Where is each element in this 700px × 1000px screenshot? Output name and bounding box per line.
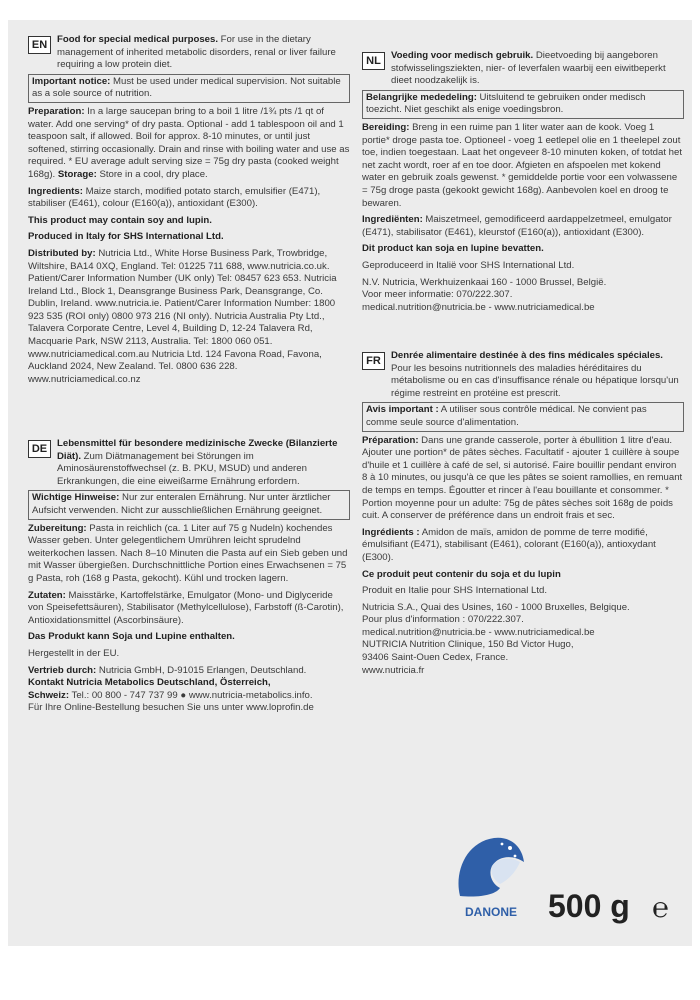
fr-language-badge: FR — [362, 352, 385, 370]
fr-allergen: Ce produit peut contenir du soja et du lupin — [362, 568, 561, 580]
fr-address-line: 93406 Saint-Ouen Cedex, France. — [362, 652, 509, 664]
fr-ingr-text: Amidon de maïs, amidon de pomme de terre modifié, émulsifiant (E471), stabilisant (E461), colorant (E160(a)), antioxydant (E300). — [362, 526, 656, 563]
en-ingredients — [28, 186, 350, 211]
de-language-badge: DE — [28, 440, 51, 458]
fr-preparation — [362, 435, 684, 523]
nl-produced: Geproduceerd in Italië voor SHS International Ltd. — [362, 259, 575, 271]
fr-important-label: Avis important : — [366, 404, 439, 416]
de-schweiz-line — [28, 690, 350, 703]
en-important-text: Must be used under medical supervision. Not suitable as a sole source of nutrition. — [32, 75, 341, 100]
de-ingredients — [28, 590, 350, 628]
fr-address-line: NUTRICIA Nutrition Clinique, 150 Bd Victor Hugo, — [362, 639, 574, 651]
estimated-sign-icon: ℮ — [652, 892, 669, 923]
de-schweiz-text: Tel.: 00 800 - 747 737 99 ● www.nutricia-metabolics.info. — [69, 689, 313, 701]
en-dist-text: Nutricia Ltd., White Horse Business Park, Trowbridge, Wiltshire, BA14 0XQ, England. Tel: 01225 711 688, www.nutricia.co.uk. Patient/Carer Information Number (UK only) Tel: 08457 623 653. Nutricia Ireland Ltd., Block 1, Deansgrange Business Park, Deansgrange, Co. Dublin, Ireland. www.nutricia.ie. Patient/Carer Information Number: 1800 923 535 (ROI only) 0800 973 216 (NI only). Nutricia Australia Pty Ltd., Talavera Corporate Centre, Level 4, Building D, 12-24 Talavera Rd, Macquarie Park, NSW 2113, Australia. Tel: 1800 060 051. www.nutriciamedical.com.au Nutricia Ltd. 124 Favona Road, Favona, Auckland 2024, New Zealand. Tel. 0800 636 228. www.nutriciamedical.co.nz — [28, 247, 337, 385]
de-important-label: Wichtige Hinweise: — [32, 492, 120, 504]
danone-logo-icon — [452, 832, 530, 922]
nl-header — [362, 50, 684, 88]
fr-important-box — [362, 402, 684, 431]
de-prep-text: Pasta in reichlich (ca. 1 Liter auf 75 g Nudeln) kochendes Wasser geben. Unter gelegentlichem Umrühren leicht sprudelnd weiterkochen lassen. Nach 8–10 Minuten die Pasta auf ein Sieb geben und mit Wasser übergießen. Durchschnittliche Portion eines Erwachsenen = 75 g Pasta, roh (168 g Pasta, gekocht). Kühl und trocken lagern. — [28, 522, 348, 584]
de-ingr-text: Maisstärke, Kartoffelstärke, Emulgator (Mono- und Diglyceride von Speisefettsäuren), Stabilisator (Methylcellulose), Farbstoff (ß-Carotin), Antioxidationsmittel (Ascorbinsäure). — [28, 589, 344, 626]
fr-ingr-label: Ingrédients : — [362, 526, 420, 538]
danone-logo-text: DANONE — [464, 905, 518, 919]
nl-section — [362, 50, 684, 318]
de-section — [28, 438, 350, 719]
en-storage-label: Storage: — [55, 168, 97, 180]
nl-ingredients — [362, 214, 684, 239]
fr-prep-text: Dans une grande casserole, porter à ébullition 1 litre d'eau. Ajouter une portion* de pâtes sèches. Facultatif - ajouter 1 cuillère à soupe d'huile et 1 cuillère à café de sel, si autorisé. Faire bouillir pendant environ 8 à 10 minutes, ou jusqu'à ce que les pâtes se soient ramollies, en remuant de temps en temps. Égoutter et rincer à l'eau bouillante et consommer. * Portion moyenne pour un adulte: 75g de pâtes sèches soit 168g de poids cuit. A conserver de préférence dans un endroit frais et sec. — [362, 434, 683, 522]
en-prep-text: In a large saucepan bring to a boil 1 litre /1¾ pts /1 qt of water. Add one serving* of dry pasta. Optional - add 1 tablespoon oil and 1 teaspoon salt, if allowed. Boil for approx. 8-10 minutes, or until just softened, stirring occasionally. Drain and rinse with boiling water and use as required. * EU average adult serving size = 75g dry pasta (cooked weight 168g). — [28, 105, 350, 180]
de-dist-label: Vertrieb durch: — [28, 664, 97, 676]
de-header — [28, 438, 350, 488]
en-ingr-text: Maize starch, modified potato starch, emulsifier (E471), stabiliser (E461), colour (E160(a)), antioxidant (E300). — [28, 185, 321, 210]
nl-important-label: Belangrijke mededeling: — [366, 91, 477, 103]
de-title: Lebensmittel für besondere medizinische Zwecke (Bilanzierte Diät). — [57, 438, 338, 462]
en-ingr-label: Ingredients: — [28, 185, 83, 197]
fr-address — [362, 602, 684, 678]
nl-address-line: medical.nutrition@nutricia.be - www.nutriciamedical.be — [362, 301, 595, 313]
en-intro — [57, 34, 350, 72]
nl-address-line: N.V. Nutricia, Werkhuizenkaai 160 - 1000 Brussel, België. — [362, 276, 607, 288]
de-online: Für Ihre Online-Bestellung besuchen Sie uns unter www.loprofin.de — [28, 702, 314, 714]
fr-prep-label: Préparation: — [362, 434, 419, 446]
en-intro-text: For use in the dietary management of inherited metabolic disorders, renal or liver failure requiring a low protein diet. — [57, 34, 336, 71]
nl-title: Voeding voor medisch gebruik. — [391, 50, 534, 61]
fr-title: Denrée alimentaire destinée à des fins médicales spéciales. — [391, 350, 663, 361]
de-prep-label: Zubereitung: — [28, 522, 87, 534]
en-title: Food for special medical purposes. — [57, 34, 218, 45]
nl-preparation — [362, 122, 684, 210]
nl-address-line: Voor meer informatie: 070/222.307. — [362, 289, 513, 301]
fr-header — [362, 350, 684, 400]
danone-logo — [452, 832, 530, 922]
en-dist-label: Distributed by: — [28, 247, 96, 259]
fr-address-line: www.nutricia.fr — [362, 664, 425, 676]
de-dist-line — [28, 665, 350, 678]
fr-address-line: Nutricia S.A., Quai des Usines, 160 - 1000 Bruxelles, Belgique. — [362, 601, 630, 613]
nl-important-box — [362, 90, 684, 119]
fr-address-line: medical.nutrition@nutricia.be - www.nutriciamedical.be — [362, 626, 595, 638]
nl-important-text: Uitsluitend te gebruiken onder medisch toezicht. Niet geschikt als enige voedingsbron. — [366, 91, 646, 116]
en-produced: Produced in Italy for SHS International Ltd. — [28, 231, 224, 243]
fr-produced: Produit en Italie pour SHS International Ltd. — [362, 585, 548, 597]
de-distributor — [28, 665, 350, 715]
en-header — [28, 34, 350, 72]
en-language-badge: EN — [28, 36, 51, 54]
de-intro-text: Zum Diätmanagement bei Störungen im Aminosäurenstoffwechsel (z. B. PKU, MSUD) und anderen Erkrankungen, die eine eiweißarme Ernährung erfordern. — [57, 450, 307, 487]
nl-ingr-label: Ingrediënten: — [362, 214, 423, 226]
nl-address — [362, 277, 684, 315]
de-contact: Kontakt Nutricia Metabolics Deutschland, Österreich, — [28, 677, 271, 689]
en-storage-text: Store in a cool, dry place. — [96, 168, 208, 180]
de-produced: Hergestellt in der EU. — [28, 647, 120, 659]
fr-intro — [391, 350, 684, 400]
de-important-text: Nur zur enteralen Ernährung. Nur unter ärztlicher Aufsicht verwenden. Nicht zur ausschließlichen Ernährung geeignet. — [32, 492, 331, 516]
nl-allergen: Dit product kan soja en lupine bevatten. — [362, 243, 544, 255]
fr-intro-text: Pour les besoins nutritionnels des maladies héréditaires du métabolisme ou en cas d'insuffisance rénale ou hépatique lorsqu'un régime restreint en protéine est prescrit. — [391, 362, 679, 399]
en-important-box — [28, 74, 350, 103]
en-distributor — [28, 248, 350, 387]
de-dist-text: Nutricia GmbH, D-91015 Erlangen, Deutschland. — [96, 664, 307, 676]
nl-intro-text: Dieetvoeding bij aangeboren stofwisselingsziekten, nier- of leverfalen waarbij een eiwitbeperkt dieet noodzakelijk is. — [391, 50, 666, 87]
en-prep-label: Preparation: — [28, 105, 85, 117]
en-preparation — [28, 106, 350, 182]
de-ingr-label: Zutaten: — [28, 589, 66, 601]
de-intro — [57, 438, 350, 488]
de-preparation — [28, 523, 350, 586]
nl-intro — [391, 50, 684, 88]
fr-section — [362, 350, 684, 681]
de-allergen: Das Produkt kann Soja und Lupine enthalten. — [28, 631, 235, 643]
en-allergen: This product may contain soy and lupin. — [28, 214, 212, 226]
fr-address-line: Pour plus d'information : 070/222.307. — [362, 614, 524, 626]
label-panel — [8, 20, 692, 946]
fr-ingredients — [362, 527, 684, 565]
net-weight: 500 g — [548, 888, 630, 924]
de-schweiz-label: Schweiz: — [28, 689, 70, 701]
nl-ingr-text: Maiszetmeel, gemodificeerd aardappelzetmeel, emulgator (E471), stabilisator (E461), kleurstof (E160(a)), antioxidant (E300). — [362, 214, 672, 238]
de-important-box — [28, 490, 350, 519]
en-important-label: Important notice: — [32, 75, 111, 87]
nl-language-badge: NL — [362, 52, 385, 70]
nl-prep-label: Bereiding: — [362, 121, 410, 133]
fr-important-text: A utiliser sous contrôle médical. Ne convient pas comme seule source d'alimentation. — [366, 404, 647, 428]
nl-prep-text: Breng in een ruime pan 1 liter water aan de kook. Voeg 1 portie* droge pasta toe. Optioneel - voeg 1 eetlepel olie en 1 theelepel zout toe, indien toegestaan. Laat het ongeveer 8-10 minuten koken, of totdat het net zacht wordt, roer af en toe door. Afgieten en afspoelen met kokend water en gebruik zoals gewenst. * gemiddelde portie voor een volwassene = 75g droge pasta (gekookt gewicht 168g). Aanbevolen koel en droog te bewaren. — [362, 121, 683, 209]
en-section — [28, 34, 350, 390]
